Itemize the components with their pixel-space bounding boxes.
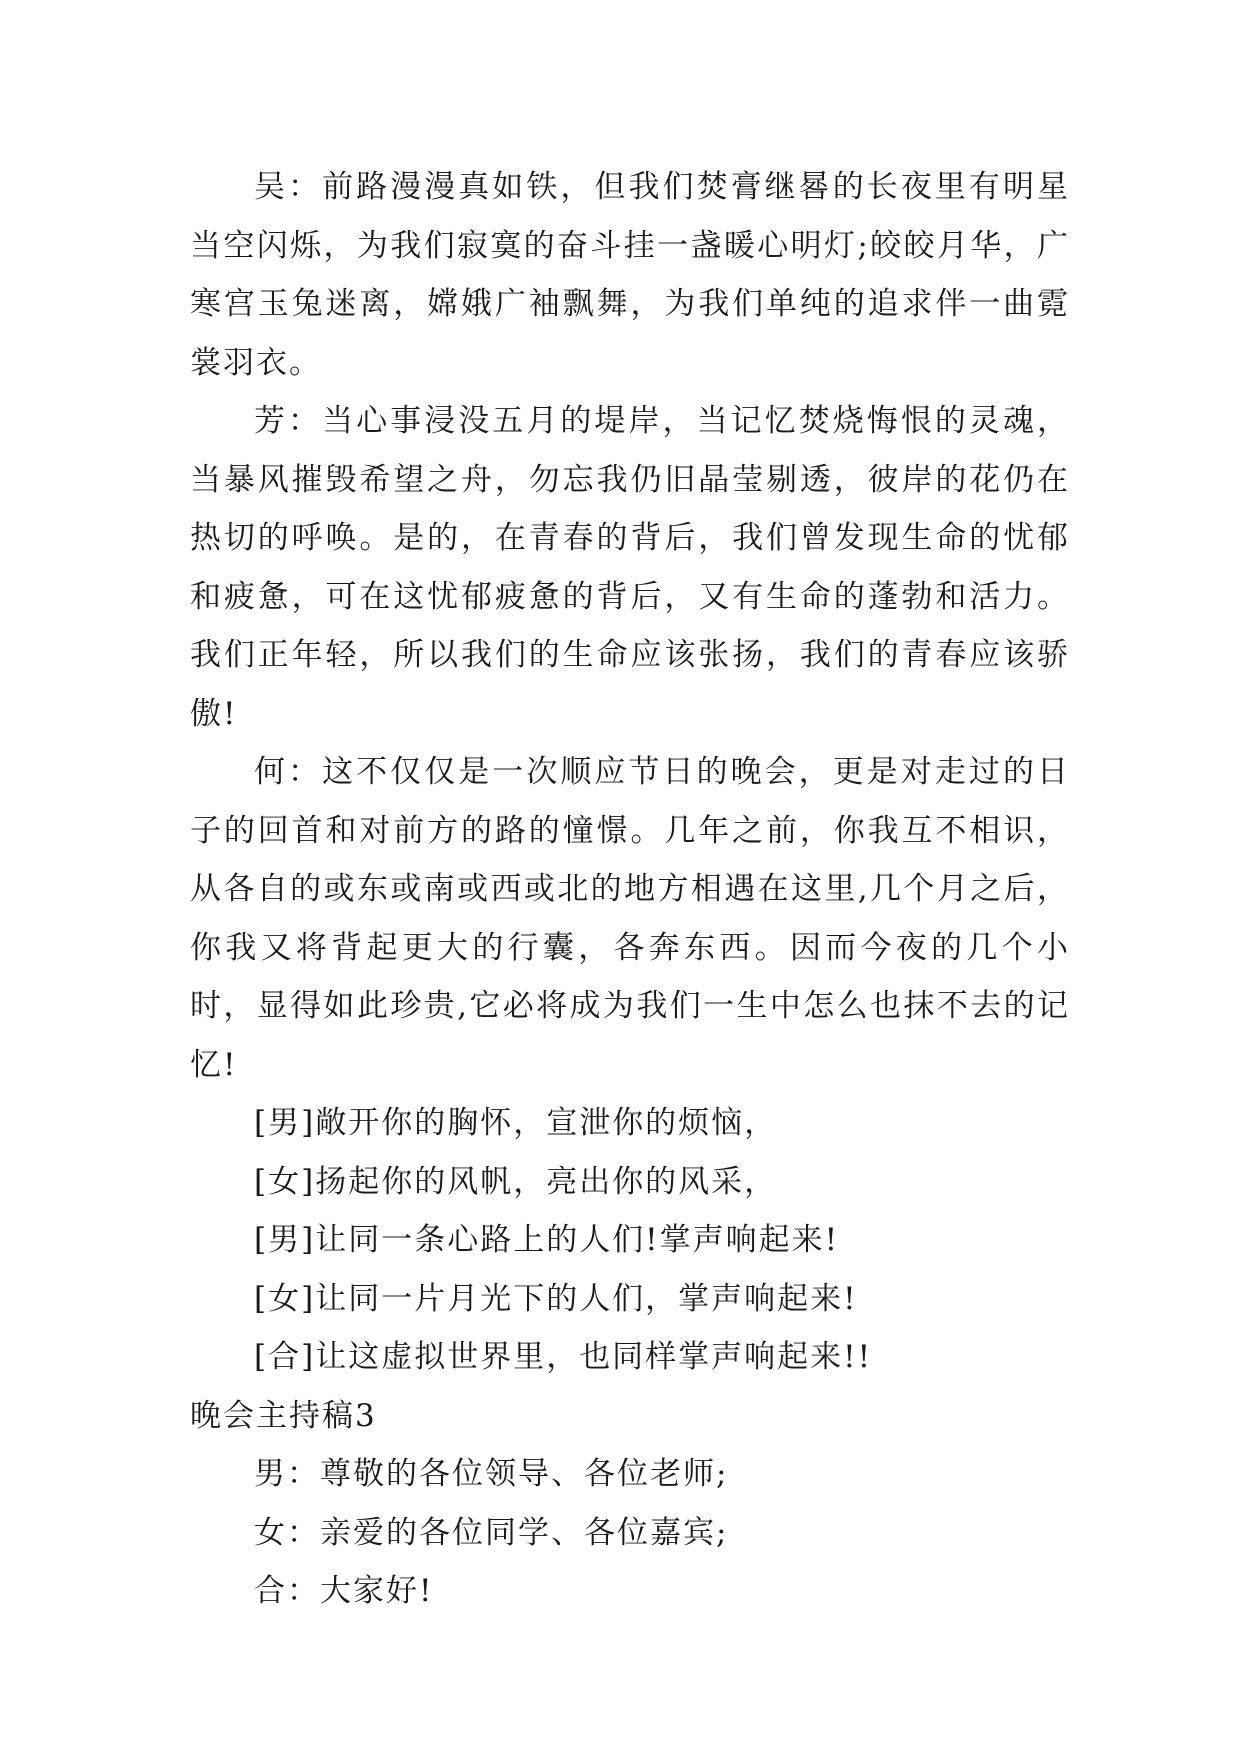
dialogue-line-female-2: [女]让同一片月光下的人们，掌声响起来!	[254, 1280, 858, 1317]
paragraph-wu: 吴：前路漫漫真如铁，但我们焚膏继晷的长夜里有明星当空闪烁，为我们寂寞的奋斗挂一盏暖心明灯;皎皎月华，广寒宫玉兔迷离，嫦娥广袖飘舞，为我们单纯的追求伴一曲霓裳羽衣。	[190, 169, 1070, 381]
dialogue-line-female-1: [女]扬起你的风帆，亮出你的风采，	[254, 1163, 778, 1200]
document-body	[190, 158, 1070, 1621]
dialogue-line-male-2: [男]让同一条心路上的人们!掌声响起来!	[254, 1222, 840, 1258]
dialogue-line-male-1: [男]敞开你的胸怀，宣泄你的烦恼，	[254, 1105, 778, 1141]
dialogue-line-together: [合]让这虚拟世界里，也同样掌声响起来!!	[254, 1339, 873, 1375]
paragraph-fang: 芳：当心事浸没五月的堤岸，当记忆焚烧悔恨的灵魂，当暴风摧毁希望之舟，勿忘我仍旧晶莹剔透，彼岸的花仍在热切的呼唤。是的，在青春的背后，我们曾发现生命的忧郁和疲惫，可在这忧郁疲惫的背后，又有生命的蓬勃和活力。我们正年轻，所以我们的生命应该张扬，我们的青春应该骄傲!	[190, 403, 1070, 732]
section-title: 晚会主持稿3	[190, 1397, 377, 1434]
section-line-together: 合：大家好!	[254, 1573, 434, 1609]
section-line-male: 男：尊敬的各位领导、各位老师;	[254, 1456, 729, 1492]
paragraph-he: 何：这不仅仅是一次顺应节日的晚会，更是对走过的日子的回首和对前方的路的憧憬。几年之前，你我互不相识，从各自的或东或南或西或北的地方相遇在这里,几个月之后，你我又将背起更大的行囊，各奔东西。因而今夜的几个小时，显得如此珍贵,它必将成为我们一生中怎么也抹不去的记忆!	[190, 754, 1070, 1083]
section-line-female: 女：亲爱的各位同学、各位嘉宾;	[254, 1514, 729, 1551]
